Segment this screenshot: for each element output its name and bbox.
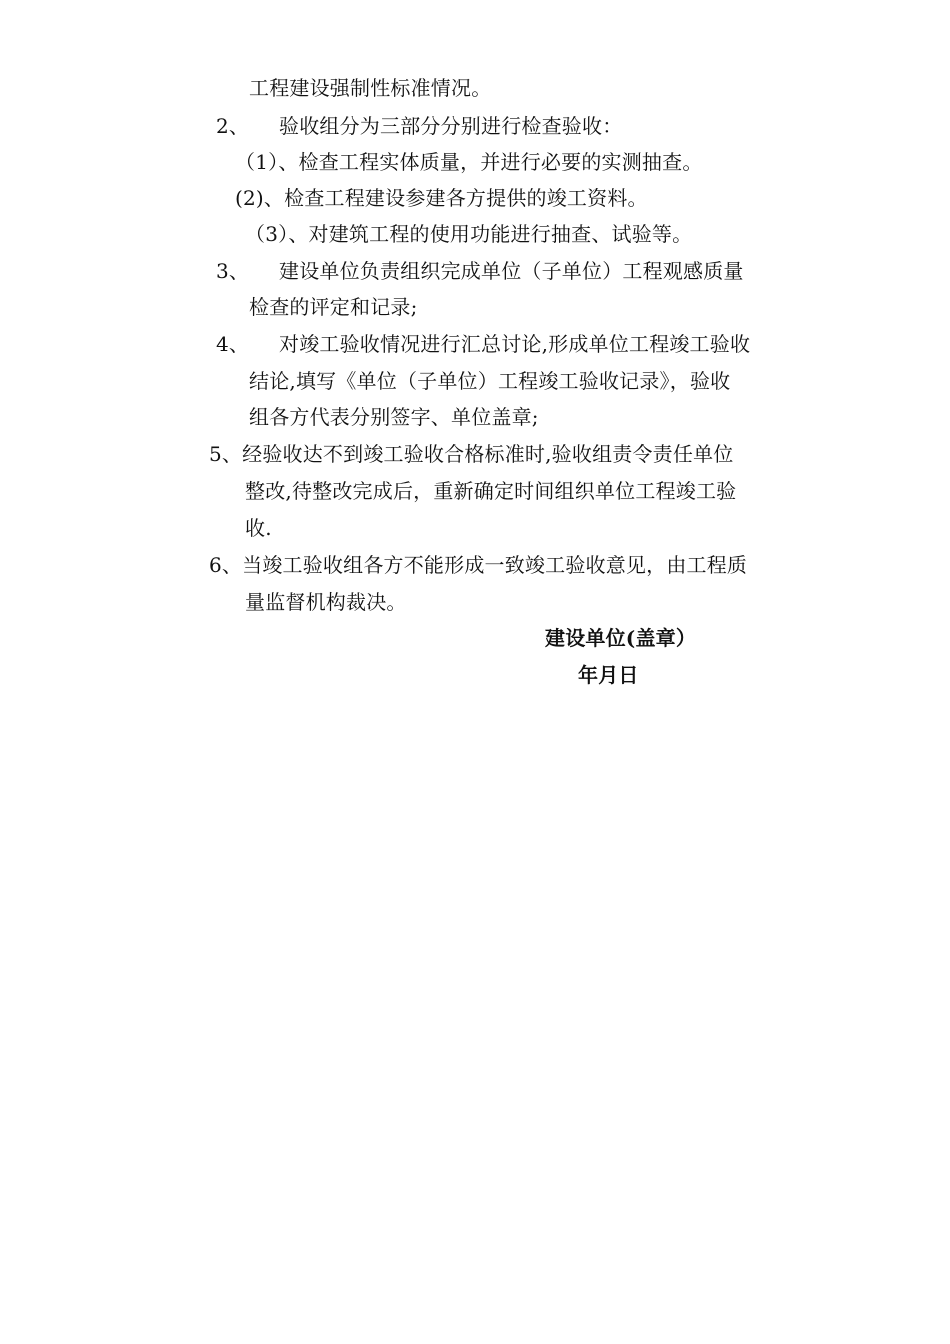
item-4-number: 4、 <box>216 332 250 356</box>
signature-date: 年月日 <box>578 663 639 687</box>
item-3-text-line-1: 建设单位负责组织完成单位（子单位）工程观感质量 <box>279 259 744 283</box>
line-standards-status: 工程建设强制性标准情况。 <box>249 76 492 100</box>
item-2-number: 2、 <box>216 114 250 138</box>
item-6-line-2: 量监督机构裁决。 <box>245 590 407 614</box>
item-5-line-1: 5、经验收达不到竣工验收合格标准时,验收组责令责任单位 <box>209 442 734 466</box>
item-4-text-line-2: 结论,填写《单位（子单位）工程竣工验收记录》，验收 <box>249 369 731 393</box>
subitem-1: （1）、检查工程实体质量，并进行必要的实测抽查。 <box>235 150 703 174</box>
item-4-text-line-1: 对竣工验收情况进行汇总讨论,形成单位工程竣工验收 <box>279 332 751 356</box>
item-6-line-1: 6、当竣工验收组各方不能形成一致竣工验收意见，由工程质 <box>209 553 748 577</box>
signature-unit-seal: 建设单位(盖章） <box>545 626 697 650</box>
item-5-line-2: 整改,待整改完成后，重新确定时间组织单位工程竣工验 <box>245 479 737 503</box>
item-2-text: 验收组分为三部分分别进行检查验收： <box>279 114 623 138</box>
item-3-text-line-2: 检查的评定和记录; <box>249 295 418 319</box>
item-3-number: 3、 <box>216 259 250 283</box>
item-5-line-3: 收. <box>245 516 272 540</box>
subitem-3: （3）、对建筑工程的使用功能进行抽查、试验等。 <box>245 222 693 246</box>
subitem-2: (2)、检查工程建设参建各方提供的竣工资料。 <box>235 186 648 210</box>
item-4-text-line-3: 组各方代表分别签字、单位盖章; <box>249 405 539 429</box>
